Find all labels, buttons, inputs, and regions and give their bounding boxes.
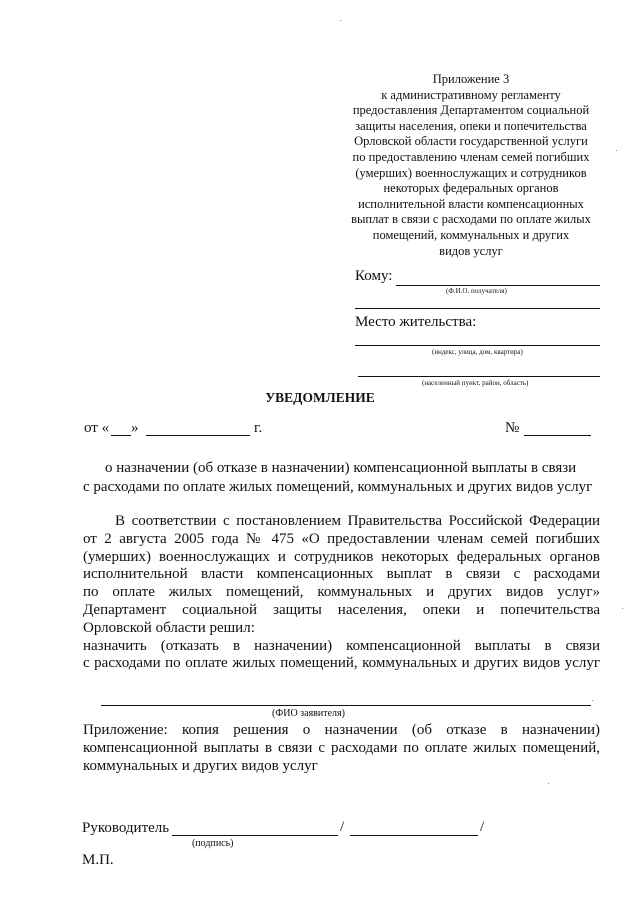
date-suffix: г.: [254, 420, 263, 436]
appendix-line: помещений, коммунальных и других: [372, 227, 570, 242]
appendix-line: защиты населения, опеки и попечительства: [355, 118, 587, 133]
recipient-name-caption: (Ф.И.О. получателя): [446, 287, 507, 295]
body-line: исполнительной власти компенсационных выплат в связи с расходами: [83, 566, 600, 583]
body-line: с расходами по оплате жилых помещений, коммунальных и других видов услуг: [83, 655, 600, 672]
body-line: назначить (отказать в назначении) компенсационной выплаты в связи: [83, 637, 600, 654]
signature-caption: (подпись): [192, 838, 234, 849]
subject-line-2: с расходами по оплате жилых помещений, коммунальных и других видов услуг: [83, 479, 593, 495]
date-month-line[interactable]: [146, 435, 250, 436]
appendix-line: выплат в связи с расходами по оплате жилых: [351, 212, 591, 227]
stamp-label: М.П.: [82, 852, 114, 868]
slash-1: /: [340, 819, 345, 835]
locality-caption: (населенный пункт, район, область): [422, 379, 529, 387]
body-line: от 2 августа 2005 года № 475 «О предоставлении членам семей погибших: [83, 530, 600, 547]
appendix-header: [330, 72, 612, 259]
applicant-caption: (ФИО заявителя): [272, 708, 345, 719]
appendix-line: по предоставлению членам семей погибших: [352, 149, 590, 164]
body-line: (умерших) военнослужащих и сотрудников некоторых федеральных органов: [83, 548, 600, 565]
signature-name-line[interactable]: [350, 835, 478, 836]
signature-line[interactable]: [172, 835, 338, 836]
body-line: по оплате жилых помещений, коммунальных и других видов услуг»: [83, 584, 600, 601]
number-line[interactable]: [524, 435, 591, 436]
document-title: УВЕДОМЛЕНИЕ: [265, 390, 375, 405]
attachment-line: коммунальных и других видов услуг: [83, 757, 318, 774]
applicant-name-line[interactable]: [101, 705, 591, 706]
subject-line-1: о назначении (об отказе в назначении) компенсационной выплаты в связи: [105, 460, 577, 476]
to-label: Кому:: [355, 268, 393, 284]
address-caption: (индекс, улица, дом, квартира): [432, 348, 523, 356]
recipient-name-line[interactable]: [396, 285, 600, 286]
body-line: В соответствии с постановлением Правительства Российской Федерации: [115, 513, 600, 529]
appendix-line: исполнительной власти компенсационных: [358, 196, 584, 211]
address-line[interactable]: [355, 345, 600, 346]
date-day-line[interactable]: [111, 435, 131, 436]
date-middle: »: [131, 420, 139, 436]
body-paragraph: [83, 513, 600, 673]
appendix-line: к административному регламенту: [381, 87, 561, 102]
locality-line[interactable]: [358, 376, 600, 377]
attachment-line: компенсационной выплаты в связи с расходами по оплате жилых помещений,: [83, 739, 600, 756]
appendix-line: предоставления Департаментом социальной: [352, 103, 590, 118]
body-line: Департамент социальной защиты населения, опеки и попечительства: [83, 601, 600, 618]
scan-speck: [622, 608, 623, 609]
appendix-line: (умерших) военнослужащих и сотрудников: [355, 165, 587, 180]
number-label: №: [505, 420, 520, 436]
date-prefix: от «: [84, 420, 110, 436]
recipient-name-line-2[interactable]: [355, 308, 600, 309]
attachment-paragraph: [83, 722, 600, 775]
attachment-line: Приложение: копия решения о назначении (об отказе в назначении): [83, 722, 600, 738]
slash-2: /: [480, 819, 485, 835]
body-line: Орловской области решил:: [83, 619, 255, 636]
appendix-line: Орловской области государственной услуги: [354, 134, 588, 149]
scan-speck: [340, 20, 341, 21]
residence-label: Место жительства:: [355, 314, 477, 330]
scan-speck: [548, 783, 549, 784]
appendix-line: видов услуг: [439, 243, 503, 258]
scan-speck: [592, 700, 593, 701]
appendix-line: некоторых федеральных органов: [383, 181, 559, 196]
appendix-line: Приложение 3: [432, 72, 510, 86]
head-label: Руководитель: [82, 820, 170, 836]
scan-speck: [616, 150, 617, 151]
